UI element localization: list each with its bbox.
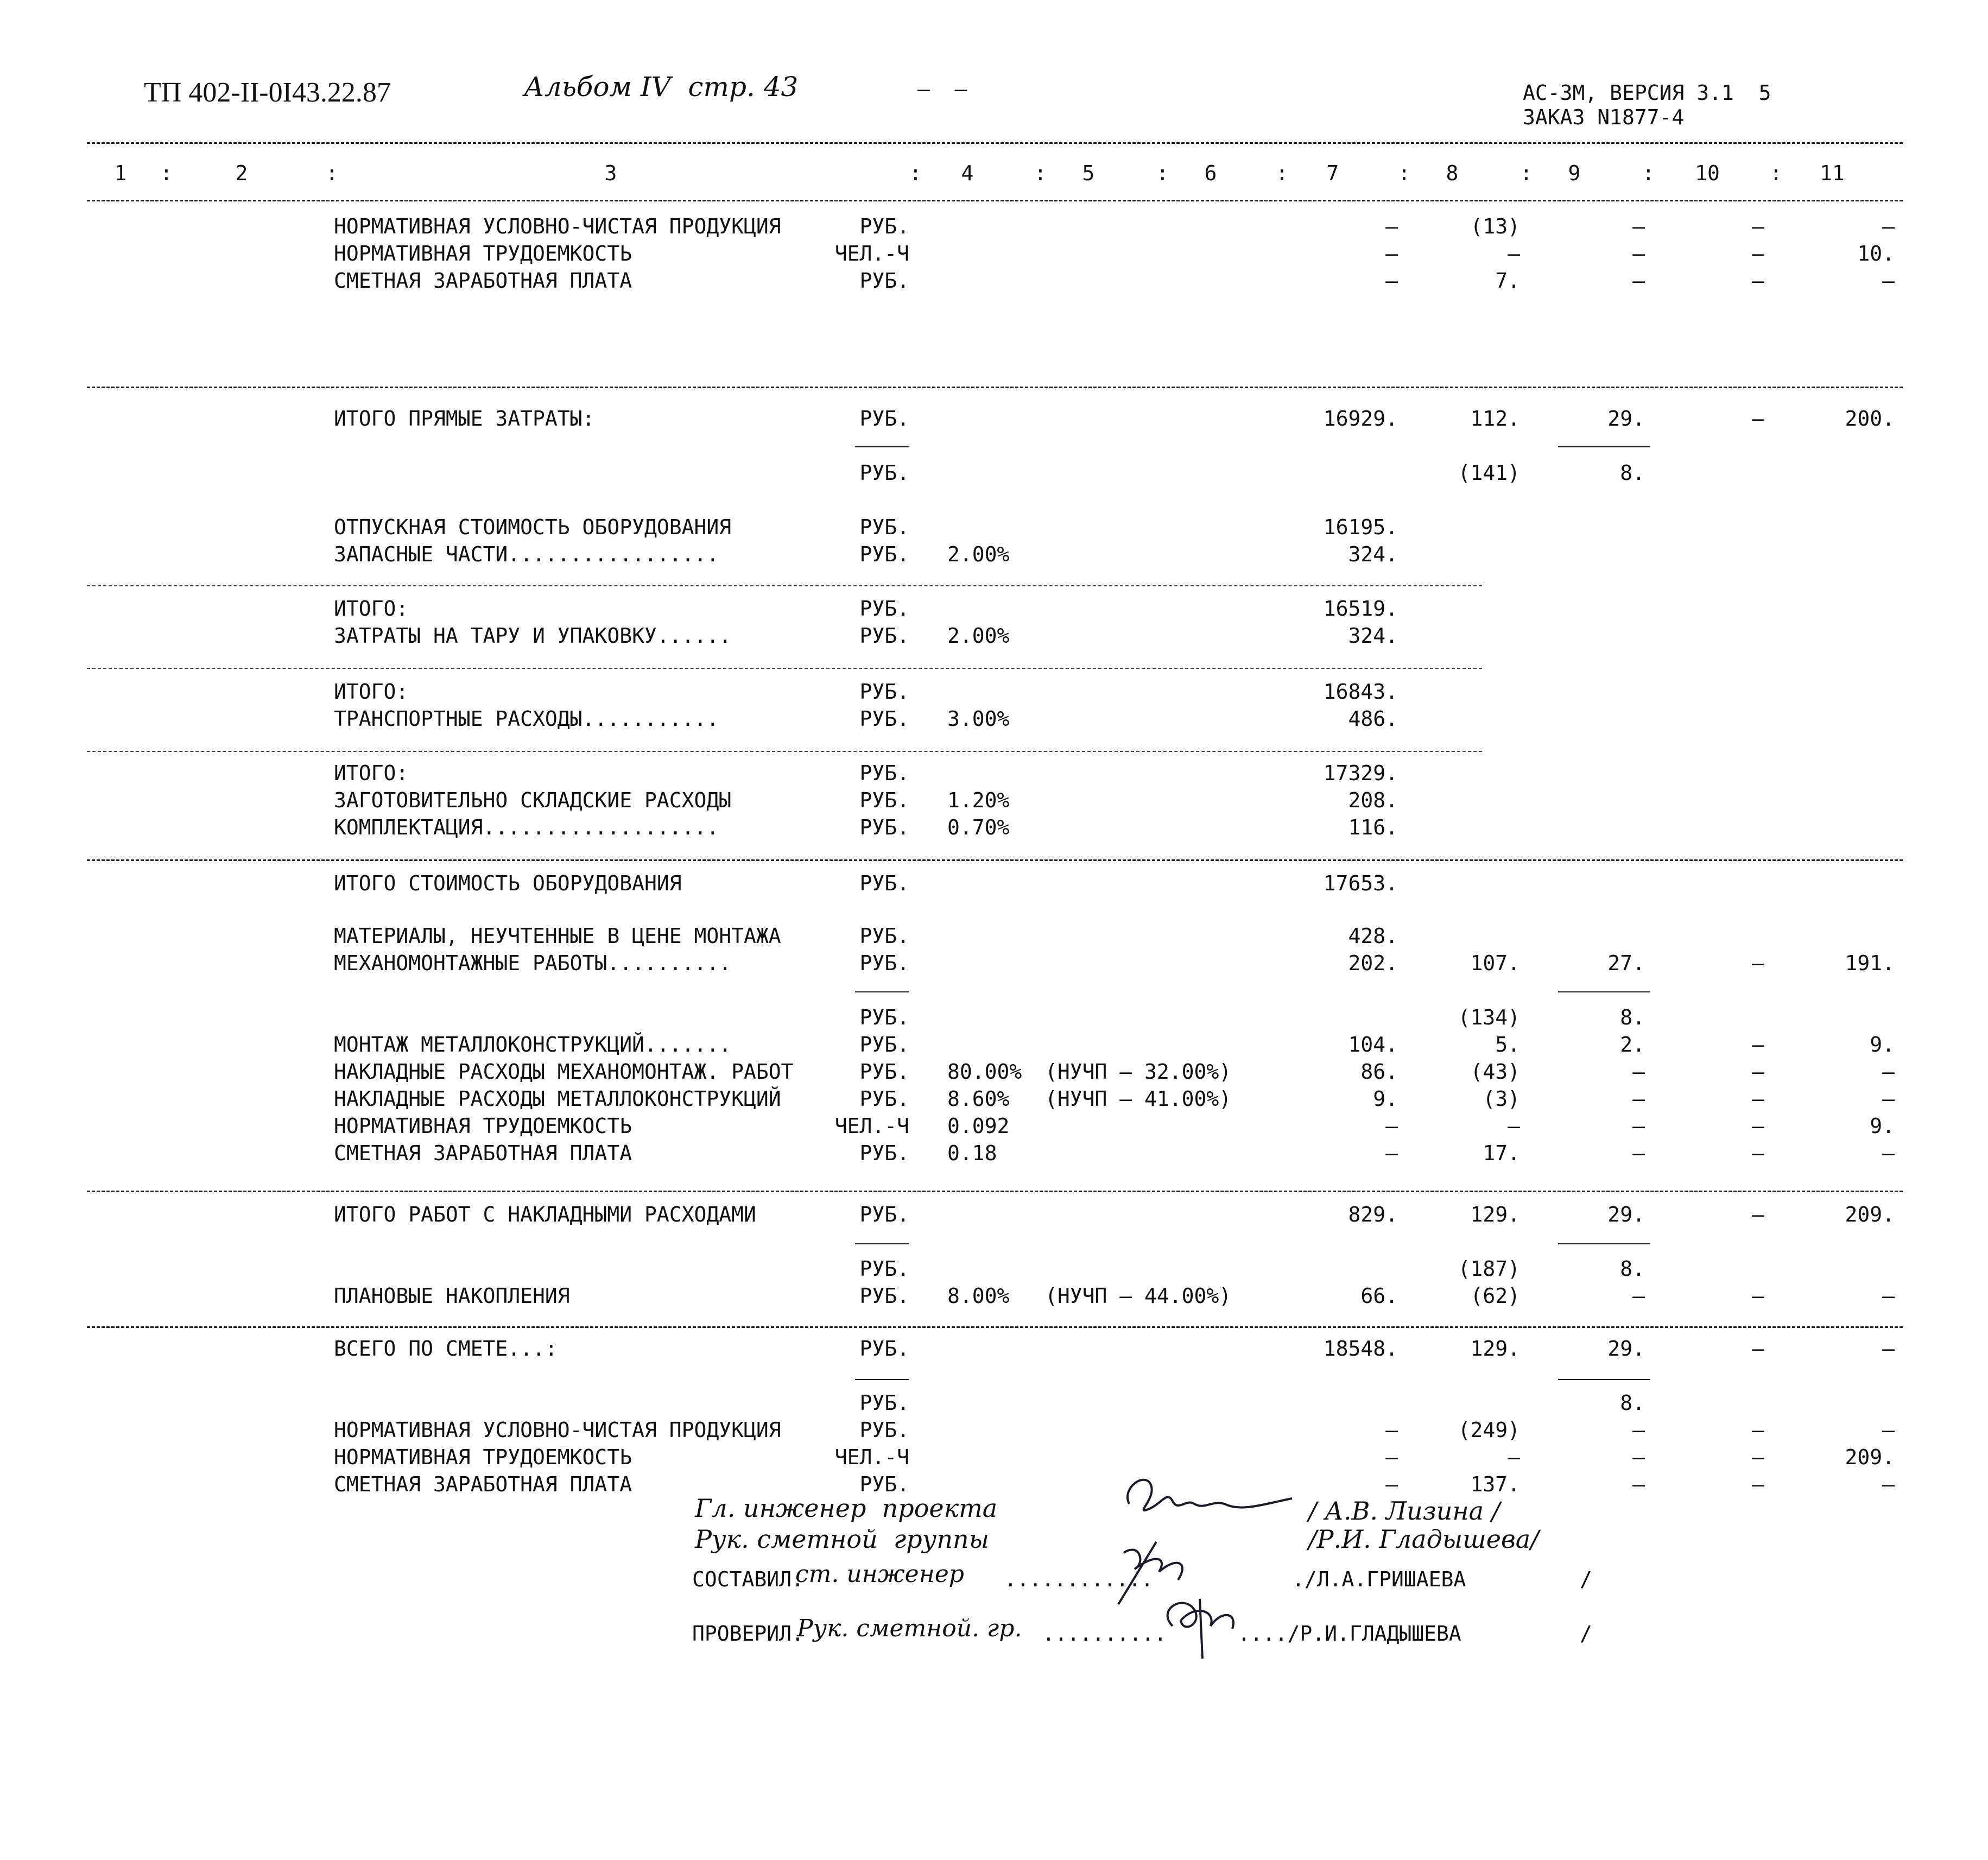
row-note: (НУЧП – 41.00%) [1045,1087,1232,1111]
row-col7: 16519. [1323,597,1398,621]
row-unit: РУБ. [859,871,909,895]
row-col9: – [1632,1445,1645,1469]
row-col7: 18548. [1323,1337,1398,1361]
estimate-group-role: Рук. сметной группы [695,1524,990,1554]
row-col7: 66. [1360,1284,1398,1308]
column-number: 8 [1446,161,1459,185]
row-col8: (43) [1470,1060,1520,1084]
row-label: ЗАГОТОВИТЕЛЬНО СКЛАДСКИЕ РАСХОДЫ [334,788,732,812]
row-label: МОНТАЖ МЕТАЛЛОКОНСТРУКЦИЙ....... [334,1033,732,1056]
row-col8: 137. [1470,1472,1520,1496]
row-col7: 17653. [1323,871,1398,895]
chief-engineer-role: Гл. инженер проекта [695,1494,998,1523]
row-col11: 10. [1857,242,1895,265]
row-col9: 27. [1607,951,1645,975]
row-unit: РУБ. [859,761,909,785]
column-number: 10 [1695,161,1720,185]
compiled-label: СОСТАВИЛ. [692,1567,804,1591]
row-col9: – [1632,1060,1645,1084]
row-col7: 86. [1360,1060,1398,1084]
header-rule [87,142,1903,144]
row-col8: (62) [1470,1284,1520,1308]
row-col11: 9. [1870,1114,1895,1138]
program-version: АС-3М, ВЕРСИЯ 3.1 5 [1523,81,1771,105]
row-col7: 202. [1348,951,1398,975]
chief-engineer-name: / А.В. Лизина / [1308,1496,1501,1526]
subtotal-underline [1558,1379,1650,1380]
column-separator: : [1276,161,1288,185]
row-unit: РУБ. [859,624,909,648]
row-col8: (13) [1470,214,1520,238]
row-col7: 17329. [1323,761,1398,785]
row-col7: – [1385,1445,1398,1469]
row-col7: 324. [1348,624,1398,648]
compiled-slash: / [1580,1567,1592,1591]
row-col7: – [1385,1472,1398,1496]
row-col9: – [1632,269,1645,293]
section-rule [87,585,1482,586]
row-unit: РУБ. [859,269,909,293]
column-number: 11 [1820,161,1845,185]
row-col7: – [1385,1141,1398,1165]
estimate-group-name: /Р.И. Гладышева/ [1308,1524,1539,1554]
row-col8: (3) [1483,1087,1520,1111]
subtotal-underline [855,1243,909,1244]
row-col9: 8. [1620,1391,1645,1415]
row-col9: 29. [1607,1337,1645,1361]
row-rate: 3.00% [947,707,1010,731]
row-unit: РУБ. [859,1472,909,1496]
row-col9: 8. [1620,1257,1645,1281]
row-col9: 8. [1620,461,1645,485]
chief-engineer-signature [1118,1466,1297,1526]
section-rule [87,751,1482,752]
row-note: (НУЧП – 32.00%) [1045,1060,1232,1084]
row-unit: РУБ. [859,1005,909,1029]
row-col10: – [1752,1114,1764,1138]
row-rate: 8.60% [947,1087,1010,1111]
row-unit: РУБ. [859,214,909,238]
column-number: 1 [114,161,127,185]
row-label: НОРМАТИВНАЯ ТРУДОЕМКОСТЬ [334,1445,632,1469]
row-col9: – [1632,214,1645,238]
row-col8: – [1508,1114,1520,1138]
row-col10: – [1752,1141,1764,1165]
row-unit: РУБ. [859,542,909,566]
column-separator: : [326,161,338,185]
column-number: 5 [1082,161,1095,185]
row-col10: – [1752,1060,1764,1084]
row-unit: РУБ. [859,924,909,948]
row-label: ТРАНСПОРТНЫЕ РАСХОДЫ........... [334,707,719,731]
compiled-position: ст. инженер [795,1560,964,1588]
section-rule [87,1191,1903,1192]
row-rate: 1.20% [947,788,1010,812]
row-rate: 0.18 [947,1141,997,1165]
subtotal-underline [1558,1243,1650,1244]
row-col9: 29. [1607,407,1645,431]
row-unit: РУБ. [859,707,909,731]
row-unit: РУБ. [859,951,909,975]
row-label: ИТОГО: [334,597,409,621]
row-label: НОРМАТИВНАЯ ТРУДОЕМКОСТЬ [334,1114,632,1138]
row-col10: – [1752,1087,1764,1111]
row-label: ИТОГО РАБОТ С НАКЛАДНЫМИ РАСХОДАМИ [334,1203,756,1226]
column-number: 4 [961,161,974,185]
row-label: ЗАТРАТЫ НА ТАРУ И УПАКОВКУ...... [334,624,732,648]
album-note: Альбом IV стр. 43 [524,71,799,103]
row-col7: 324. [1348,542,1398,566]
row-col9: – [1632,1284,1645,1308]
row-col9: – [1632,1418,1645,1442]
row-col9: – [1632,242,1645,265]
section-rule [87,387,1903,388]
row-col11: – [1882,214,1895,238]
row-col7: 9. [1373,1087,1398,1111]
row-col10: – [1752,214,1764,238]
row-rate: 8.00% [947,1284,1010,1308]
row-col9: 8. [1620,1005,1645,1029]
checker-signature [1151,1588,1249,1664]
column-separator: : [1034,161,1047,185]
column-separator: : [909,161,922,185]
row-col8: 129. [1470,1337,1520,1361]
row-unit: РУБ. [859,1257,909,1281]
row-label: НОРМАТИВНАЯ ТРУДОЕМКОСТЬ [334,242,632,265]
header-marks: – – [917,77,967,101]
column-separator: : [1520,161,1533,185]
row-col11: 9. [1870,1033,1895,1056]
column-number: 6 [1204,161,1217,185]
column-number: 7 [1326,161,1339,185]
row-col10: – [1752,1418,1764,1442]
row-col7: – [1385,1418,1398,1442]
column-number: 3 [604,161,617,185]
section-rule [87,859,1903,861]
row-col9: – [1632,1087,1645,1111]
row-col8: 5. [1495,1033,1520,1056]
row-col11: 209. [1845,1203,1895,1226]
row-col7: 116. [1348,815,1398,839]
row-label: ИТОГО ПРЯМЫЕ ЗАТРАТЫ: [334,407,595,431]
row-col8: 112. [1470,407,1520,431]
row-col7: 16843. [1323,680,1398,704]
subtotal-underline [1558,991,1650,992]
row-label: ВСЕГО ПО СМЕТЕ...: [334,1337,558,1361]
row-col8: (134) [1458,1005,1520,1029]
section-rule [87,1326,1903,1328]
column-separator: : [1398,161,1410,185]
row-col9: – [1632,1472,1645,1496]
row-unit: РУБ. [859,1203,909,1226]
row-label: СМЕТНАЯ ЗАРАБОТНАЯ ПЛАТА [334,1141,632,1165]
row-unit: РУБ. [859,597,909,621]
subtotal-underline [855,991,909,992]
row-label: НАКЛАДНЫЕ РАСХОДЫ МЕХАНОМОНТАЖ. РАБОТ [334,1060,794,1084]
row-label: ИТОГО СТОИМОСТЬ ОБОРУДОВАНИЯ [334,871,682,895]
row-unit: ЧЕЛ.-Ч [834,242,909,265]
row-rate: 2.00% [947,542,1010,566]
row-col11: 200. [1845,407,1895,431]
row-label: ЗАПАСНЫЕ ЧАСТИ................. [334,542,719,566]
row-col8: 7. [1495,269,1520,293]
row-unit: РУБ. [859,680,909,704]
row-label: ОТПУСКНАЯ СТОИМОСТЬ ОБОРУДОВАНИЯ [334,515,732,539]
row-col9: – [1632,1114,1645,1138]
row-label: СМЕТНАЯ ЗАРАБОТНАЯ ПЛАТА [334,1472,632,1496]
subtotal-underline [855,446,909,447]
row-col7: 16195. [1323,515,1398,539]
row-unit: РУБ. [859,1391,909,1415]
row-col10: – [1752,1337,1764,1361]
row-col10: – [1752,1472,1764,1496]
checked-position: Рук. сметной. гр. [797,1615,1022,1642]
row-col11: – [1882,1087,1895,1111]
row-unit: ЧЕЛ.-Ч [834,1114,909,1138]
row-label: КОМПЛЕКТАЦИЯ................... [334,815,719,839]
row-unit: РУБ. [859,1060,909,1084]
row-unit: РУБ. [859,1087,909,1111]
row-col10: – [1752,269,1764,293]
row-rate: 2.00% [947,624,1010,648]
checked-name: ..../Р.И.ГЛАДЫШЕВА [1238,1622,1461,1646]
column-number: 9 [1568,161,1581,185]
row-col11: – [1882,1060,1895,1084]
row-col8: 107. [1470,951,1520,975]
row-label: ИТОГО: [334,680,409,704]
row-label: НАКЛАДНЫЕ РАСХОДЫ МЕТАЛЛОКОНСТРУКЦИЙ [334,1087,781,1111]
row-rate: 80.00% [947,1060,1022,1084]
row-col7: – [1385,269,1398,293]
column-separator: : [1642,161,1655,185]
row-label: ПЛАНОВЫЕ НАКОПЛЕНИЯ [334,1284,570,1308]
compiled-name: ./Л.А.ГРИШАЕВА [1292,1567,1466,1591]
row-col10: – [1752,1203,1764,1226]
row-col11: 191. [1845,951,1895,975]
subtotal-underline [1558,446,1650,447]
row-unit: ЧЕЛ.-Ч [834,1445,909,1469]
row-col10: – [1752,242,1764,265]
row-label: СМЕТНАЯ ЗАРАБОТНАЯ ПЛАТА [334,269,632,293]
row-label: НОРМАТИВНАЯ УСЛОВНО-ЧИСТАЯ ПРОДУКЦИЯ [334,1418,781,1442]
compiled-dots: ............ [1004,1567,1154,1591]
row-col7: – [1385,214,1398,238]
row-col10: – [1752,1033,1764,1056]
row-col8: (249) [1458,1418,1520,1442]
document-code: ТП 402-II-0I43.22.87 [144,77,391,108]
row-unit: РУБ. [859,1141,909,1165]
row-unit: РУБ. [859,1337,909,1361]
row-label: НОРМАТИВНАЯ УСЛОВНО-ЧИСТАЯ ПРОДУКЦИЯ [334,214,781,238]
row-col8: (187) [1458,1257,1520,1281]
row-col10: – [1752,407,1764,431]
row-unit: РУБ. [859,1033,909,1056]
row-col7: – [1385,1114,1398,1138]
row-col9: 2. [1620,1033,1645,1056]
row-col9: 29. [1607,1203,1645,1226]
row-col10: – [1752,951,1764,975]
row-col8: – [1508,1445,1520,1469]
row-rate: 0.092 [947,1114,1010,1138]
row-col10: – [1752,1284,1764,1308]
row-col7: – [1385,242,1398,265]
column-separator: : [1770,161,1782,185]
row-unit: РУБ. [859,788,909,812]
column-separator: : [160,161,173,185]
checked-label: ПРОВЕРИЛ. [692,1622,804,1646]
column-separator: : [1156,161,1169,185]
subtotal-underline [855,1379,909,1380]
row-unit: РУБ. [859,815,909,839]
column-number: 2 [235,161,248,185]
row-col11: – [1882,1418,1895,1442]
column-header-rule [87,200,1903,201]
row-label: ИТОГО: [334,761,409,785]
row-unit: РУБ. [859,1418,909,1442]
row-col7: 829. [1348,1203,1398,1226]
row-col11: – [1882,1284,1895,1308]
row-col11: – [1882,1141,1895,1165]
order-number: ЗАКАЗ N1877-4 [1523,105,1685,129]
row-col11: – [1882,1337,1895,1361]
row-col7: 16929. [1323,407,1398,431]
row-unit: РУБ. [859,1284,909,1308]
row-col8: (141) [1458,461,1520,485]
row-note: (НУЧП – 44.00%) [1045,1284,1232,1308]
checked-dots: .......... [1042,1622,1167,1646]
row-col8: 129. [1470,1203,1520,1226]
row-col10: – [1752,1445,1764,1469]
row-col9: – [1632,1141,1645,1165]
row-label: МЕХАНОМОНТАЖНЫЕ РАБОТЫ.......... [334,951,732,975]
row-label: МАТЕРИАЛЫ, НЕУЧТЕННЫЕ В ЦЕНЕ МОНТАЖА [334,924,781,948]
row-col7: 428. [1348,924,1398,948]
row-col11: – [1882,269,1895,293]
row-col8: – [1508,242,1520,265]
section-rule [87,668,1482,669]
row-col8: 17. [1483,1141,1520,1165]
row-col7: 208. [1348,788,1398,812]
row-unit: РУБ. [859,515,909,539]
row-unit: РУБ. [859,461,909,485]
row-rate: 0.70% [947,815,1010,839]
row-col7: 486. [1348,707,1398,731]
checked-slash: / [1580,1622,1592,1646]
row-unit: РУБ. [859,407,909,431]
row-col7: 104. [1348,1033,1398,1056]
row-col11: – [1882,1472,1895,1496]
row-col11: 209. [1845,1445,1895,1469]
